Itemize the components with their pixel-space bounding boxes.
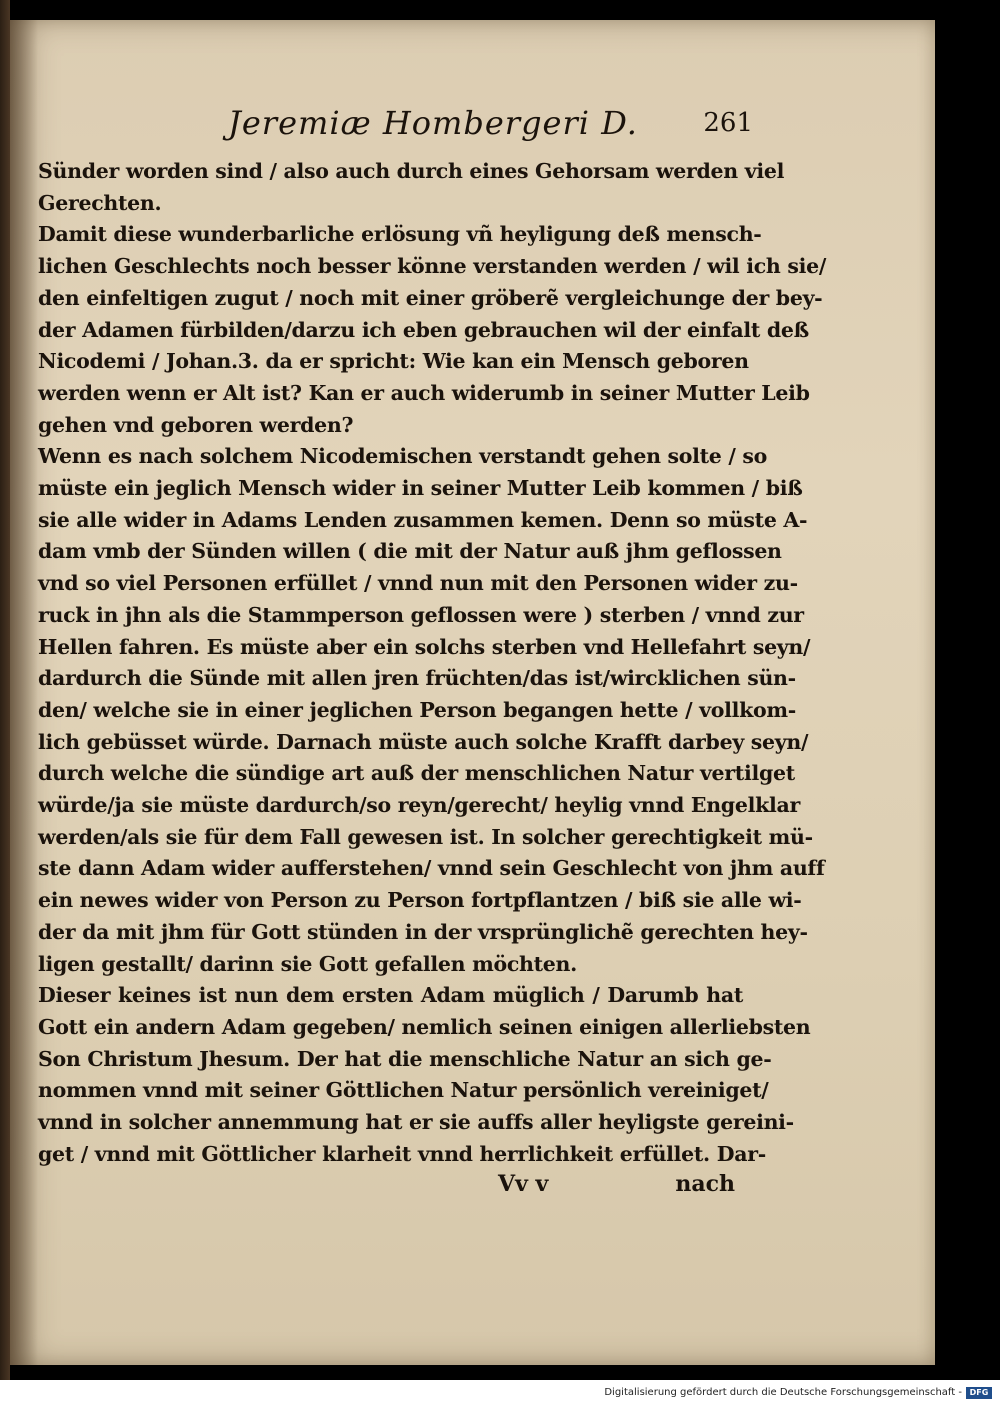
text-line: get / vnnd mit Göttlicher klarheit vnnd herrlichkeit erfüllet. Dar- — [38, 1141, 766, 1166]
running-title: Jeremiæ Hombergeri D. — [228, 104, 638, 142]
text-line: der Adamen fürbilden/darzu ich eben gebrauchen wil der einfalt deß — [38, 317, 809, 342]
page-footer — [38, 1171, 743, 1205]
text-line: Nicodemi / Johan.3. da er spricht: Wie kan ein Mensch geboren — [38, 349, 749, 374]
dfg-logo-icon: DFG — [966, 1387, 992, 1399]
text-line: nommen vnnd mit seiner Göttlichen Natur persönlich vereiniget/ — [38, 1078, 769, 1103]
text-line: vnnd in solcher annemmung hat er sie auffs aller heyligste gereini- — [38, 1110, 794, 1135]
text-line: Son Christum Jhesum. Der hat die menschliche Natur an sich ge- — [38, 1046, 772, 1071]
text-line: vnd so viel Personen erfüllet / vnnd nun mit den Personen wider zu- — [38, 571, 798, 596]
body-text — [38, 156, 827, 1171]
catchword: nach — [675, 1170, 735, 1197]
book-cover-edge — [0, 0, 10, 1380]
text-line: sie alle wider in Adams Lenden zusammen kemen. Denn so müste A- — [38, 507, 808, 532]
text-line: ein newes wider von Person zu Person fortpflantzen / biß sie alle wi- — [38, 888, 802, 913]
text-line: ruck in jhn als die Stammperson geflossen were ) sterben / vnnd zur — [38, 602, 804, 627]
text-line: dam vmb der Sünden willen ( die mit der Natur auß jhm geflossen — [38, 539, 782, 564]
text-line: Gerechten. — [38, 190, 162, 215]
text-line: den/ welche sie in einer jeglichen Person begangen hette / vollkom- — [38, 697, 796, 722]
text-line: werden/als sie für dem Fall gewesen ist. In solcher gerechtigkeit mü- — [38, 824, 813, 849]
text-line: lich gebüsset würde. Darnach müste auch solche Krafft darbey seyn/ — [38, 729, 809, 754]
page-number: 261 — [703, 108, 753, 138]
running-header — [38, 100, 753, 150]
text-line: den einfeltigen zugut / noch mit einer gröberẽ vergleichunge der bey- — [38, 285, 823, 310]
text-line: Hellen fahren. Es müste aber ein solchs sterben vnd Hellefahrt seyn/ — [38, 634, 811, 659]
text-line: durch welche die sündige art auß der menschlichen Natur vertilget — [38, 761, 795, 786]
dfg-credit-bar — [0, 1384, 1000, 1404]
page-text-block — [38, 100, 827, 1205]
dfg-credit-text: Digitalisierung gefördert durch die Deutsche Forschungsgemeinschaft - — [604, 1387, 962, 1398]
text-line: ligen gestallt/ darinn sie Gott gefallen möchten. — [38, 951, 577, 976]
text-line: dardurch die Sünde mit allen jren früchten/das ist/wircklichen sün- — [38, 666, 796, 691]
text-line: müste ein jeglich Mensch wider in seiner Mutter Leib kommen / biß — [38, 476, 803, 501]
page-gutter-shadow — [10, 20, 38, 1365]
text-line: Gott ein andern Adam gegeben/ nemlich seinen einigen allerliebsten — [38, 1014, 811, 1039]
text-line: Wenn es nach solchem Nicodemischen verstandt gehen solte / so — [38, 444, 768, 469]
text-line: Dieser keines ist nun dem ersten Adam müglich / Darumb hat — [38, 983, 743, 1008]
text-line: würde/ja sie müste dardurch/so reyn/gerecht/ heylig vnnd Engelklar — [38, 793, 800, 818]
text-line: Damit diese wunderbarliche erlösung vñ heyligung deß mensch- — [38, 222, 762, 247]
signature-mark: Vv v — [498, 1170, 549, 1197]
text-line: der da mit jhm für Gott stünden in der vrsprünglichẽ gerechten hey- — [38, 919, 808, 944]
text-line: werden wenn er Alt ist? Kan er auch widerumb in seiner Mutter Leib — [38, 380, 810, 405]
text-line: lichen Geschlechts noch besser könne verstanden werden / wil ich sie/ — [38, 254, 827, 279]
text-line: gehen vnd geboren werden? — [38, 412, 354, 437]
text-line: Sünder worden sind / also auch durch eines Gehorsam werden viel — [38, 159, 785, 183]
text-line: ste dann Adam wider aufferstehen/ vnnd sein Geschlecht von jhm auff — [38, 856, 825, 881]
